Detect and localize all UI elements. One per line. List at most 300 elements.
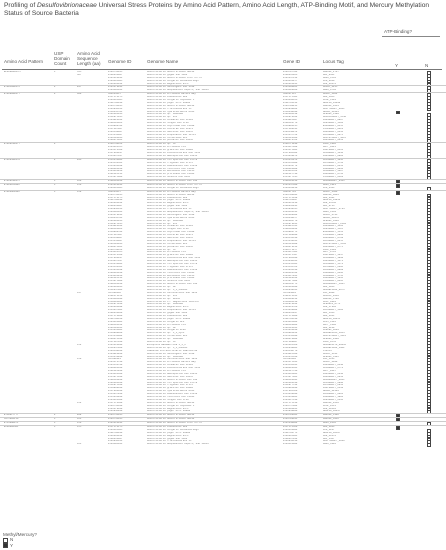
cell-gene-id: 2515158341 [283, 239, 298, 242]
cell-genome-id: 2505679033 [108, 213, 123, 216]
cell-genome-id: 2505679100 [108, 407, 123, 410]
cell-gene-id: 2519902115 [283, 125, 298, 128]
cell-aa-length: 155 [77, 425, 82, 428]
cell-locus-tag: DesU5LDRAFT_2109 [323, 222, 346, 225]
cell-locus-tag: H585DRAFT_1525 [323, 228, 344, 231]
cell-gene-id: 2504110331 [283, 210, 298, 213]
cell-genome-name: Desulfovibrio putealis DSM 16056 [147, 139, 193, 142]
cell-genome-id: 2513237107 [108, 154, 123, 157]
cell-genome-name: Desulfovibrio magneticus RS-1 [147, 434, 189, 437]
cell-gene-id: 2500235866 [283, 73, 298, 76]
cell-locus-tag: DvMF_2611 [323, 404, 336, 407]
cell-locus-tag: DFW101_3305 [323, 355, 339, 358]
cell-genome-id: 2508501122 [108, 323, 123, 326]
cell-locus-tag: Daes_1820 [323, 443, 336, 446]
cell-locus-tag: G470DRAFT_1712 [323, 161, 344, 164]
cell-locus-tag: Dafr_2087 [323, 369, 336, 372]
cell-genome-name: Desulfovibrio bastinii DSM 16055 [147, 236, 193, 239]
cell-gene-id: 2524025007 [283, 119, 298, 122]
cell-gene-id: 2509603612 [283, 271, 298, 274]
cell-genome-name: Desulfovibrio alaskensis G20 [147, 425, 188, 428]
cell-genome-id: 2503754015 [108, 414, 123, 417]
cell-genome-name: Desulfovibrio idahonensis DSM 15450 [147, 393, 198, 396]
cell-locus-tag: F452DRAFT_0882 [323, 234, 344, 237]
cell-gene-id: 2509279114 [283, 245, 298, 248]
cell-genome-name: Desulfovibrio senezii DSM 8436 [147, 176, 191, 179]
cell-genome-id: 2506210012 [108, 202, 123, 205]
cell-genome-id: 2501946123 [108, 440, 123, 443]
cell-genome-id: 2508501063 [108, 122, 123, 125]
cell-locus-tag: G396DRAFT_1266 [323, 277, 344, 280]
cell-aa-pattern: ETGVNVGGSTT [4, 143, 20, 146]
cell-gene-id: 2517489990 [283, 234, 298, 237]
cell-genome-name: Desulfovibrio senezii DSM 8436 [147, 280, 191, 283]
cell-genome-name: Desulfovibrio vulgaris Hildenborough [147, 186, 199, 189]
cell-locus-tag: Dde_3101 [323, 315, 335, 318]
cell-genome-name: Desulfovibrio magneticus RS-1 [147, 82, 189, 85]
cell-locus-tag: Daes_0738 [323, 89, 336, 92]
cell-locus-tag: DSX2_2489 [323, 248, 336, 251]
cell-genome-id: 2504106099 [108, 297, 123, 300]
cell-genome-name: Desulfovibrio ferrophilus DSM 15579 [147, 158, 198, 161]
cell-locus-tag: DesterDRAFT_1221 [323, 335, 346, 338]
cell-gene-id: 2524617330 [283, 398, 298, 401]
cell-genome-name: Desulfovibrio desulfuricans ND132 [147, 418, 195, 421]
cell-genome-id: 2503538007 [108, 130, 123, 133]
cell-locus-tag: H569DRAFT_1310 [323, 152, 344, 155]
cell-usp-domain-count: 2 [54, 86, 56, 89]
cell-usp-domain-count: 2 [54, 93, 56, 96]
cell-genome-name: Desulfovibrio hydrothermalis AM13 [147, 390, 195, 393]
cell-genome-id: 2524614400 [108, 398, 123, 401]
cell-locus-tag: DA2_1044 [323, 286, 335, 289]
cell-locus-tag: G395DRAFT_2330 [323, 372, 344, 375]
cell-genome-name: Desulfovibrio zosterae DSM 11974 [147, 127, 193, 130]
cell-locus-tag: HMPREF1022_1902 [323, 346, 345, 349]
cell-gene-id: 2508503991 [283, 378, 298, 381]
cell-gene-id: 2503541330 [283, 236, 298, 239]
cell-aa-pattern: ETGAVAGGSTM [4, 86, 20, 89]
cell-genome-name: Desulfovibrio longus DSM 6739 [147, 122, 189, 125]
cell-gene-id: 2503757002 [283, 404, 298, 407]
cell-gene-id: 2513239002 [283, 309, 298, 312]
cell-usp-domain-count: 1 [54, 425, 56, 428]
cell-genome-id: 2501416905 [108, 99, 123, 102]
cell-genome-name: Desulfovibrio vulgaris RCH1 [147, 329, 186, 332]
cell-locus-tag: G394DRAFT_1491 [323, 225, 344, 228]
cell-genome-id: 2509601100 [108, 367, 123, 370]
cell-genome-id: 2501946200 [108, 410, 123, 413]
cell-genome-id: 2505313099 [108, 343, 123, 346]
cell-gene-id: 2516656401 [283, 263, 298, 265]
cell-gene-id: 2513239874 [283, 154, 298, 157]
cell-locus-tag: B149DRAFT_0455 [323, 125, 344, 128]
cell-gene-id: 2518404110 [283, 300, 298, 303]
cell-genome-name: Desulfovibrio gracilis DSM 16080 [147, 149, 193, 152]
cell-locus-tag: G397DRAFT_2118 [323, 387, 344, 390]
cell-genome-name: Desulfovibrio alaskensis G20 [147, 96, 188, 99]
cell-genome-id: 2521172700 [108, 361, 123, 364]
cell-locus-tag: G450DRAFT_0889 [323, 268, 344, 271]
header-gene-id: Gene ID [283, 59, 301, 64]
cell-locus-tag: DesterDRAFT_3015 [323, 136, 346, 139]
cell-locus-tag: DVU_3227 [323, 428, 335, 431]
cell-aa-length: 297 [77, 86, 82, 89]
cell-genome-name: Desulfovibrio aespoeensis Aspo-2, DSM 10631 [147, 89, 209, 92]
cell-genome-name: Desulfovibrio alaskensis G20 [147, 196, 188, 199]
cell-gene-id: 2519902771 [283, 231, 298, 234]
cell-locus-tag: Dde_3023 [323, 425, 335, 428]
cell-usp-domain-count: 1 [54, 183, 56, 186]
cell-genome-id: 2505313033 [108, 76, 123, 79]
cell-genome-id: 2518401023 [108, 300, 123, 303]
cell-genome-name: Desulfovibrio desulfuricans DSM 642 [147, 180, 198, 183]
cell-gene-id: 2512878442 [283, 116, 298, 119]
cell-locus-tag: DVU_2433 [323, 186, 335, 189]
cell-gene-id: 2503789911 [283, 418, 298, 421]
header-genome-name: Genome Name [147, 59, 179, 64]
cell-genome-name: Desulfovibrio inopinatus DSM 10711 [147, 133, 196, 136]
cell-gene-id: 2500235207 [283, 312, 298, 315]
cell-gene-id: 2513239990 [283, 393, 298, 396]
cell-usp-domain-count: 2 [54, 414, 56, 417]
cell-gene-id: 2515077001 [283, 375, 298, 378]
legend-title: Methyl/Mercury? [3, 532, 37, 537]
cell-genome-name: Desulfovibrio sp. FW1012B [147, 338, 183, 341]
cell-genome-name: Desulfovibrio gracilis DSM 16080 [147, 387, 193, 390]
cell-locus-tag: G470DRAFT_2286 [323, 265, 344, 268]
cell-genome-name: Desulfovibrio cuneatus DSM 11391 [147, 364, 193, 367]
cell-gene-id: 2505347480 [283, 183, 298, 186]
cell-genome-name: Desulfovibrio vulgaris Hildenborough [147, 79, 199, 82]
cell-genome-id: 2504106043 [108, 210, 123, 213]
cell-locus-tag: DesfrDRAFT_3289 [323, 440, 345, 443]
cell-gene-id: 2524617201 [283, 274, 298, 277]
cell-gene-id: 2516655440 [283, 355, 298, 358]
cell-locus-tag: H569DRAFT_1898 [323, 257, 344, 260]
cell-locus-tag: Desal_2215 [323, 86, 338, 89]
cell-gene-id: 2522127700 [283, 369, 298, 372]
cell-genome-id: 2521172620 [108, 254, 123, 257]
cell-locus-tag: DA2_2238 [323, 326, 335, 329]
cell-genome-name: Desulfovibrio carbinolicus DSM 3852 [147, 358, 198, 361]
cell-gene-id: 2509278552 [283, 139, 298, 142]
cell-genome-name: Desulfovibrio sp. U5L [147, 294, 178, 297]
cell-genome-name: Desulfovibrio africanus PCS [147, 369, 186, 372]
cell-genome-id: 2518645511 [108, 110, 123, 113]
cell-genome-id: 2524023104 [108, 225, 123, 228]
atp-binding-no-marker [427, 443, 431, 447]
cell-aa-pattern: ETAMGVTTTT [4, 414, 19, 417]
cell-usp-domain-count: 1 [54, 422, 56, 425]
cell-gene-id: 2502792771 [283, 431, 298, 434]
cell-gene-id: 2505348002 [283, 422, 298, 425]
cell-genome-name: Desulfovibrio termitidis HI1 [147, 335, 188, 338]
cell-gene-id: 2528771877 [283, 248, 298, 251]
cell-genome-id: 2503754015 [108, 71, 123, 73]
cell-gene-id: 2501949615 [283, 208, 298, 211]
cell-genome-name: Desulfovibrio longus DSM 6739 [147, 398, 189, 401]
header-locus-tag: Locus Tag [323, 59, 344, 64]
cell-usp-domain-count: 1 [54, 418, 56, 421]
cell-gene-id: 2517575601 [283, 96, 298, 99]
cell-gene-id: 2506216001 [283, 434, 298, 437]
cell-genome-name: Desulfovibrio piger ATCC 29098 [147, 410, 191, 413]
cell-genome-name: Desulfovibrio sp. U5L [147, 222, 178, 225]
cell-locus-tag: DND132_2218 [323, 401, 339, 404]
cell-gene-id: 2515077335 [283, 176, 298, 179]
cell-locus-tag: DGI_0726 [323, 205, 335, 208]
cell-usp-domain-count: 1 [54, 71, 56, 73]
cell-locus-tag: G496DRAFT_0799 [323, 236, 344, 239]
cell-genome-name: Desulfovibrio africanus PCS [147, 146, 186, 149]
cell-locus-tag: DSC_0988 [323, 291, 335, 294]
cell-locus-tag: DesU5LDRAFT_1540 [323, 116, 346, 119]
cell-locus-tag: H585DRAFT_2666 [323, 398, 344, 401]
cell-genome-id: 2506520101 [108, 326, 123, 329]
cell-locus-tag: Dvul_1122 [323, 320, 336, 323]
cell-genome-name: Desulfovibrio magneticus RS-1 [147, 306, 189, 309]
cell-gene-id: 2512879011 [283, 222, 298, 225]
cell-genome-name: Desulfovibrio africanus Walvis Bay [147, 361, 196, 364]
cell-genome-name: Desulfovibrio mexicanus DSM 13116 [147, 274, 195, 277]
cell-gene-id: 2517576660 [283, 425, 298, 428]
cell-locus-tag: DMIF_0903 [323, 300, 336, 303]
cell-locus-tag: G399DRAFT_0092 [323, 167, 344, 170]
cell-gene-id: 2509603301 [283, 367, 298, 370]
cell-gene-id: 2502791887 [283, 199, 298, 202]
cell-locus-tag: G495DRAFT_0213 [323, 139, 344, 142]
cell-genome-name: Desulfovibrio cuneatus DSM 11391 [147, 225, 193, 228]
cell-gene-id: 2512877702 [283, 384, 298, 387]
cell-genome-id: 2508501010 [108, 180, 123, 183]
cell-gene-id: 2521175587 [283, 254, 298, 257]
cell-genome-id: 2512875010 [108, 303, 123, 306]
cell-locus-tag: F450DRAFT_0695 [323, 280, 344, 283]
cell-aa-length: 288 [77, 414, 82, 417]
title-taxon: Desulfovibrionaceae [37, 2, 97, 9]
cell-genome-name: Desulfovibrio vulgaris Miyazaki F [147, 99, 195, 102]
cell-aa-pattern: EYGVNVGGSTV [4, 180, 20, 183]
cell-genome-name: Desulfovibrio desulfuricans ND132 [147, 71, 195, 73]
cell-genome-id: 2512047003 [108, 289, 123, 292]
cell-gene-id: 2511233772 [283, 164, 298, 167]
header-rule [2, 69, 442, 70]
cell-locus-tag: G451DRAFT_0655 [323, 239, 344, 242]
header-aa-pattern: Amino Acid Pattern [4, 59, 44, 64]
cell-genome-id: 2524614229 [108, 170, 123, 173]
cell-genome-id: 2500233007 [108, 205, 123, 208]
cell-genome-name: Desulfovibrio sp. X2 [147, 248, 176, 251]
cell-genome-id: 2504106043 [108, 443, 123, 446]
cell-gene-id: 2506522988 [283, 242, 298, 245]
cell-gene-id: 2528771290 [283, 143, 298, 146]
cell-gene-id: 2508503779 [283, 122, 298, 125]
cell-locus-tag: DFW101_1840 [323, 219, 339, 222]
cell-locus-tag: G395DRAFT_1471 [323, 260, 344, 263]
cell-genome-id: 2515075009 [108, 176, 123, 179]
cell-locus-tag: G450DRAFT_2001 [323, 393, 344, 396]
cell-genome-name: Desulfovibrio aespoeensis Aspo-2, DSM 10631 [147, 443, 209, 446]
cell-gene-id: 2503788211 [283, 104, 298, 107]
cell-genome-id: 2517572175 [108, 96, 123, 99]
cell-locus-tag: Desal_3331 [323, 352, 338, 355]
cell-genome-id: 2524023104 [108, 119, 123, 122]
cell-genome-id: 2511231200 [108, 395, 123, 398]
cell-genome-name: Desulfovibrio putealis DSM 16056 [147, 245, 193, 248]
cell-gene-id: 2506215230 [283, 202, 298, 205]
cell-genome-id: 2500233020 [108, 312, 123, 315]
cell-genome-name: Desulfovibrio litoralis DSM 11393 [147, 271, 195, 274]
cell-gene-id: 2508503004 [283, 323, 298, 326]
cell-genome-id: 2524614655 [108, 251, 123, 254]
cell-genome-id: 2518645511 [108, 216, 123, 219]
cell-genome-id: 2519899514 [108, 125, 123, 128]
cell-genome-name: Desulfovibrio zosterae DSM 11974 [147, 234, 193, 237]
cell-genome-name: Desulfovibrio oxyclinae DSM 11498 [147, 231, 195, 234]
cell-locus-tag: G495DRAFT_0775 [323, 245, 344, 248]
cell-locus-tag: Ddes_2442 [323, 422, 336, 425]
cell-genome-id: 2516653200 [108, 355, 123, 358]
cell-genome-name: Desulfovibrio termitidis HI1 [147, 242, 188, 245]
cell-gene-id: 2524025300 [283, 352, 298, 355]
title-prefix: Profiling of [4, 2, 37, 9]
cell-gene-id: 2501433004 [283, 428, 298, 431]
cell-gene-id: 2517095660 [283, 390, 298, 393]
cell-aa-length: 296 [77, 158, 82, 161]
cell-genome-id: 2522125200 [108, 369, 123, 372]
cell-gene-id: 2506384770 [283, 219, 298, 222]
cell-gene-id: 2517575110 [283, 401, 298, 404]
cell-locus-tag: DesterDRAFT_3594 [323, 242, 346, 245]
cell-gene-id: 647003402 [283, 358, 296, 361]
cell-locus-tag: G496DRAFT_0341 [323, 130, 344, 133]
cell-gene-id: 2504109112 [283, 297, 298, 300]
cell-locus-tag: DSX2_0554 [323, 341, 336, 344]
cell-locus-tag: Dde_2381 [323, 196, 335, 199]
cell-genome-name: Desulfovibrio sp. 3_1_syn3 [147, 332, 185, 335]
cell-gene-id: 2522127790 [283, 173, 298, 176]
cell-genome-name: Desulfovibrio sp. FW1012B [147, 355, 183, 358]
cell-genome-name: Desulfovibrio desulfuricans ND132 [147, 104, 195, 107]
cell-gene-id: 2505689402 [283, 213, 298, 216]
cell-genome-id: 2508501063 [108, 228, 123, 231]
cell-gene-id: 2502791114 [283, 101, 298, 104]
cell-locus-tag: DFW1012_0771 [323, 303, 341, 306]
cell-gene-id: 2504111002 [283, 443, 298, 446]
cell-locus-tag: G399DRAFT_0696 [323, 271, 344, 274]
cell-genome-id: 2515075009 [108, 280, 123, 283]
cell-locus-tag: LI0554 [323, 349, 332, 352]
cell-genome-name: Desulfovibrio sp. FW1012B [147, 113, 183, 116]
cell-gene-id: 2524616801 [283, 372, 298, 375]
cell-genome-id: 2511231108 [108, 268, 123, 271]
cell-aa-pattern: ETVMGNRGTL [4, 422, 19, 425]
cell-genome-name: Desulfovibrio piger ATCC 29098 [147, 431, 191, 434]
cell-gene-id: 2509603008 [283, 167, 298, 170]
cell-genome-id: 2506381046 [108, 286, 123, 289]
cell-gene-id: 2505688821 [283, 86, 298, 89]
header-usp-domain-count: USP Domain Count [54, 51, 70, 67]
cell-gene-id: 2506213559 [283, 306, 298, 309]
cell-gene-id: 2505316660 [283, 343, 298, 346]
cell-gene-id: 2500236291 [283, 205, 298, 208]
cell-genome-name: Desulfovibrio alcoholivorans DSM 5433 [147, 367, 201, 370]
cell-genome-name: Desulfovibrio oxyclinae DSM 11498 [147, 125, 195, 128]
cell-genome-id: 2501946123 [108, 107, 123, 110]
cell-gene-id: 2515077902 [283, 280, 298, 283]
header-atp-n: N [425, 63, 429, 68]
cell-genome-name: Desulfovibrio sp. X2 [147, 341, 176, 344]
cell-genome-id: 2524614655 [108, 146, 123, 149]
cell-gene-id: 2517489007 [283, 341, 298, 344]
cell-genome-id: 2500233007 [108, 437, 123, 440]
cell-genome-id: 2503754100 [108, 404, 123, 407]
cell-locus-tag: DesU5L_2010 [323, 294, 339, 297]
cell-genome-name: Desulfovibrio piger ATCC 29098 [147, 101, 191, 104]
legend-label-y: Y [10, 542, 14, 548]
cell-locus-tag: G394DRAFT_2440 [323, 364, 344, 367]
legend-item-y [3, 543, 37, 548]
cell-locus-tag: H568DRAFT_1756 [323, 274, 344, 277]
cell-gene-id: 2511233881 [283, 395, 298, 398]
cell-genome-id: 2503538100 [108, 349, 123, 352]
table-row [0, 443, 446, 446]
cell-genome-name: Desulfovibrio gigas DSM 1382 [147, 73, 188, 76]
cell-locus-tag: DGI_1447 [323, 437, 335, 440]
cell-genome-id: 2517572020 [108, 315, 123, 318]
cell-genome-id: 2501416905 [108, 79, 123, 82]
cell-locus-tag: DND132_2727 [323, 71, 339, 73]
legend-swatch-n [3, 538, 8, 543]
cell-gene-id: 2511233010 [283, 329, 298, 332]
cell-genome-name: Desulfovibrio desulfuricans ATCC 27774 [147, 183, 202, 186]
cell-genome-id: 649633037 [108, 93, 121, 96]
cell-locus-tag: G470DRAFT_2931 [323, 384, 344, 387]
cell-genome-id: 2506381016 [108, 219, 123, 222]
cell-genome-id: 2506210098 [108, 306, 123, 309]
cell-genome-name: Desulfovibrio bastinii DSM 16055 [147, 375, 193, 378]
legend-label-n: N [10, 537, 14, 543]
cell-genome-id: 2503754015 [108, 193, 123, 196]
cell-locus-tag: DesfrDRAFT_2794 [323, 208, 345, 211]
cell-locus-tag: G496DRAFT_2012 [323, 375, 344, 378]
cell-gene-id: 649637115 [283, 93, 296, 96]
cell-locus-tag: G397DRAFT_0661 [323, 149, 344, 152]
cell-locus-tag: Desal_2796 [323, 213, 338, 216]
cell-locus-tag: DESAM_20391 [323, 110, 339, 113]
cell-locus-tag: H585DRAFT_1102 [323, 122, 344, 125]
cell-genome-name: Desulfovibrio desulfuricans ND132 [147, 193, 195, 196]
cell-genome-id: 2521172620 [108, 149, 123, 152]
cell-locus-tag: DND132_0894 [323, 193, 339, 196]
cell-gene-id: 2513240443 [283, 260, 298, 263]
header-atp-binding: ATP-Binding? [384, 29, 413, 34]
cell-aa-pattern: CGYVGKRPIA [4, 418, 19, 421]
cell-genome-id: 2512875015 [108, 222, 123, 225]
cell-locus-tag: H563DRAFT_2890 [323, 381, 344, 384]
cell-usp-domain-count: 2 [54, 143, 56, 146]
cell-gene-id: 2523536101 [283, 364, 298, 367]
cell-genome-name: Desulfovibrio litoralis DSM 11393 [147, 167, 195, 170]
cell-genome-name: Desulfovibrio salexigens DSM 2638 [147, 213, 195, 216]
cell-gene-id: 2509278002 [283, 338, 298, 341]
cell-aa-length: 159 [77, 422, 82, 425]
cell-genome-name: Desulfovibrio profundus DSM 11384 [147, 277, 195, 280]
cell-genome-name: Desulfovibrio ferrophilus DSM 15579 [147, 263, 198, 265]
cell-locus-tag: DMR_41270 [323, 434, 336, 437]
cell-gene-id: 2506383330 [283, 381, 298, 384]
